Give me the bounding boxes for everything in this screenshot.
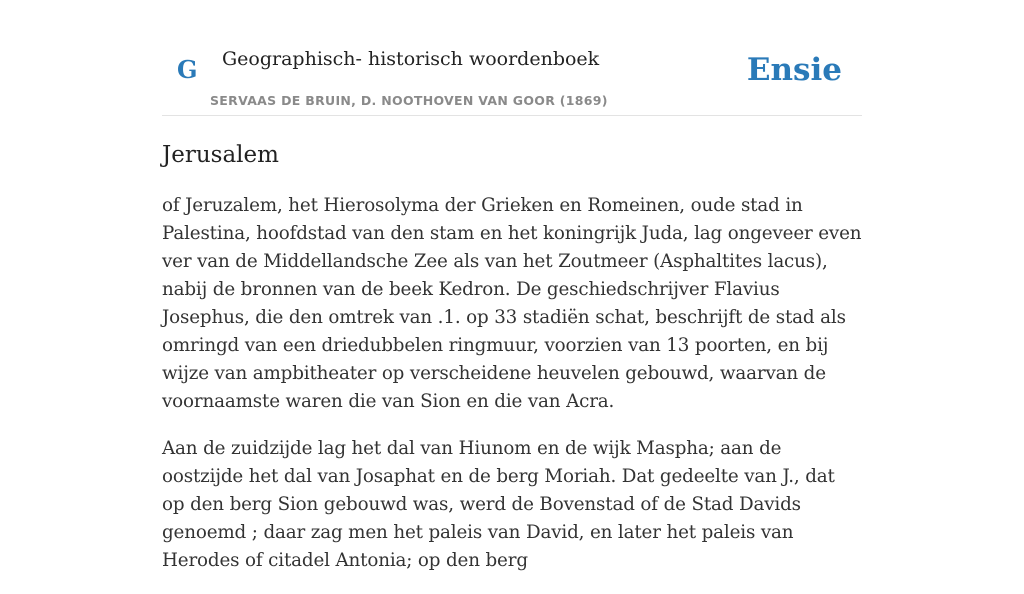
book-authors: SERVAAS DE BRUIN, D. NOOTHOVEN VAN GOOR (1869) [210, 93, 608, 108]
entry-body [162, 192, 862, 594]
ensie-logo[interactable]: Ensie [746, 52, 842, 88]
book-title[interactable]: Geographisch- historisch woordenboek [222, 48, 600, 70]
article-card [162, 0, 862, 571]
book-header [162, 0, 862, 116]
entry-paragraph: of Jeruzalem, het Hierosolyma der Grieken en Romeinen, oude stad in Palestina, hoofdstad van den stam en het koningrijk Juda, lag ongeveer even ver van de Middellandsche Zee als van het Zoutmeer (Asphaltites lacus), nabij de bronnen van de beek Kedron. De geschiedschrijver Flavius Josephus, die den omtrek van .1. op 33 stadiën schat, beschrijft de stad als omringd van een driedubbelen ringmuur, voorzien van 13 poorten, en bij wijze van ampbitheater op verscheidene heuvelen gebouwd, waarvan de voornaamste waren die van Sion en die van Acra. [162, 195, 862, 412]
entry-paragraph: Aan de zuidzijde lag het dal van Hiunom en de wijk Maspha; aan de oostzijde het dal van Josaphat en de berg Moriah. Dat gedeelte van J., dat op den berg Sion gebouwd was, werd de Bovenstad of de Stad Davids genoemd ; daar zag men het paleis van David, en later het paleis van Herodes of citadel Antonia; op den berg [162, 438, 835, 571]
book-logo-icon[interactable]: G [177, 55, 198, 84]
entry-title: Jerusalem [162, 142, 279, 168]
